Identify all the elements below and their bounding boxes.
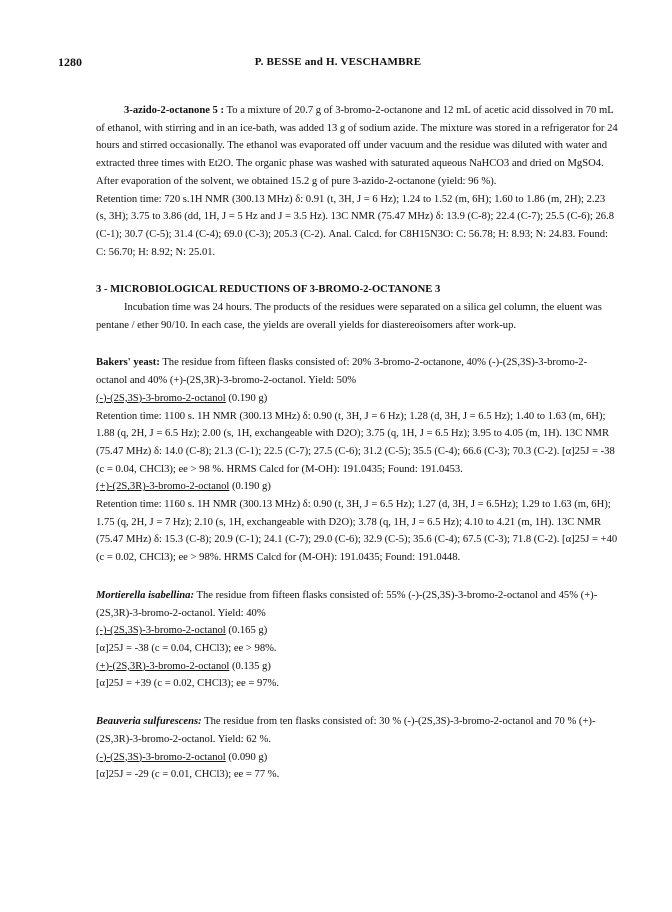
- mortierella-text: The residue from fifteen flasks consisted of: 55% (-)-(2S,3S)-3-bromo-2-octanol and 45% (+)-(2S,3R)-3-bromo-2-octanol. Yield: 40%: [96, 589, 598, 619]
- page-header: [58, 55, 618, 75]
- bakers-title: Bakers' yeast:: [96, 357, 160, 369]
- section-heading: 3 - MICROBIOLOGICAL REDUCTIONS OF 3-BROMO-2-OCTANONE 3: [96, 284, 441, 296]
- compound-amount: (0.190 g): [225, 392, 268, 404]
- page-body: [96, 102, 618, 784]
- compound-name: (+)-(2S,3R)-3-bromo-2-octanol: [96, 481, 230, 493]
- mortierella-compound-2: [96, 658, 618, 676]
- running-authors: P. BESSE and H. VESCHAMBRE: [254, 56, 422, 68]
- mortierella-compound-1-data: [α]25J = -38 (c = 0.04, CHCl3); ee > 98%.: [96, 642, 277, 654]
- compound-amount: (0.190 g): [229, 481, 271, 493]
- compound-name: (-)-(2S,3S)-3-bromo-2-octanol: [96, 625, 226, 637]
- compound-name: (-)-(2S,3S)-3-bromo-2-octanol: [96, 392, 226, 404]
- beauveria-compound-1: [96, 749, 618, 767]
- beauveria-title: Beauveria sulfurescens:: [96, 716, 202, 728]
- bakers-compound-1: [96, 390, 618, 408]
- bakers-text: The residue from fifteen flasks consisted of: 20% 3-bromo-2-octanone, 40% (-)-(2S,3S)-3-bromo-2-octanol and 40% (+)-(2S,3R)-3-bromo-2-octanol. Yield: 50%: [96, 357, 588, 387]
- mortierella-compound-1: [96, 622, 618, 640]
- beauveria-paragraph: [96, 713, 618, 748]
- beauveria-compound-1-data: [α]25J = -29 (c = 0.01, CHCl3); ee = 77 %.: [96, 769, 280, 781]
- compound-amount: (0.165 g): [225, 625, 268, 637]
- mortierella-title: Mortierella isabellina:: [96, 589, 194, 601]
- azido-data: Retention time: 720 s.1H NMR (300.13 MHz) δ: 0.91 (t, 3H, J = 6 Hz); 1.24 to 1.52 (m, 6H); 1.60 to 1.86 (m, 2H); 2.23 (s, 3H); 3.75 to 3.86 (dd, 1H, J = 5 Hz and J = 3.5 Hz). 13C NMR (75.47 MHz) δ: 13.9 (C-8); 22.4 (C-7); 25.5 (C-6); 26.8 (C-1); 30.7 (C-5); 31.4 (C-4); 69.0 (C-3); 205.3 (C-2). Anal. Calcd. for C8H15N3O: C: 56.78; H: 8.93; N: 24.83. Found: C: 56.70; H: 8.92; N: 25.01.: [96, 193, 615, 258]
- beauveria-text: The residue from ten flasks consisted of: 30 % (-)-(2S,3S)-3-bromo-2-octanol and 70 % (+)-(2S,3R)-3-bromo-2-octanol. Yield: 62 %.: [96, 716, 596, 745]
- bakers-compound-2: [96, 478, 618, 496]
- compound-amount: (0.090 g): [225, 751, 268, 763]
- page-number: 1280: [58, 55, 82, 69]
- compound-amount: (0.135 g): [229, 660, 271, 672]
- mortierella-paragraph: [96, 587, 618, 622]
- mortierella-compound-2-data: [α]25J = +39 (c = 0.02, CHCl3); ee = 97%.: [96, 678, 280, 690]
- bakers-paragraph: [96, 354, 618, 389]
- azido-text: To a mixture of 20.7 g of 3-bromo-2-octanone and 12 mL of acetic acid dissolved in 70 mL of ethanol, with stirring and in an ice-bath, was added 13 g of sodium azide. The mixture was stored in a refrigerator for 24 hours and stirred occasionally. The ethanol was evaporated off under vacuum and the residue was diluted with water and extracted three times with Et2O. The organic phase was washed with saturated aqueous NaHCO3 and dried on MgSO4. After evaporation of the solvent, we obtained 15.2 g of pure 3-azido-2-octanone (yield: 96 %).: [96, 105, 618, 187]
- section-intro: Incubation time was 24 hours. The products of the residues were separated on a silica gel column, the eluent was pentane / ether 90/10. In each case, the yields are overall yields for diastereoisomers after work-up.: [96, 302, 602, 331]
- bakers-compound-2-data: Retention time: 1160 s. 1H NMR (300.13 MHz) δ: 0.90 (t, 3H, J = 6.5 Hz); 1.27 (d, 3H, J = 6.5Hz); 1.29 to 1.63 (m, 6H); 1.75 (q, 2H, J = 7 Hz); 2.10 (s, 1H, exchangeable with D2O); 3.78 (q, 1H, J = 6.5 Hz); 4.10 to 4.21 (m, 1H). 13C NMR (75.47 MHz) δ: 15.3 (C-8); 20.9 (C-1); 24.1 (C-7); 29.0 (C-6); 32.9 (C-5); 35.6 (C-4); 67.5 (C-3); 71.8 (C-2). [α]25J = +40 (c = 0.02, CHCl3); ee > 98%. HRMS Calcd for (M-OH): 191.0435; Found: 191.0448.: [96, 499, 618, 564]
- azido-title: 3-azido-2-octanone 5 :: [124, 105, 225, 116]
- azido-procedure: [96, 102, 618, 191]
- compound-name: (+)-(2S,3R)-3-bromo-2-octanol: [96, 660, 230, 672]
- bakers-compound-1-data: Retention time: 1100 s. 1H NMR (300.13 MHz) δ: 0.90 (t, 3H, J = 6 Hz); 1.28 (d, 3H, J = 6.5 Hz); 1.40 to 1.63 (m, 6H); 1.88 (q, 2H, J = 6.5 Hz); 2.00 (s, 1H, exchangeable with D2O); 3.75 (q, 1H, J = 6.5 Hz); 3.95 to 4.05 (m, 1H). 13C NMR (75.47 MHz) δ: 14.0 (C-8); 21.3 (C-1); 22.5 (C-7); 27.5 (C-6); 31.2 (C-5); 35.5 (C-4); 66.6 (C-3); 70.3 (C-2). [α]25J = -38 (c = 0.04, CHCl3); ee > 98 %. HRMS Calcd for (M-OH): 191.0435; Found: 191.0453.: [96, 410, 615, 475]
- compound-name: (-)-(2S,3S)-3-bromo-2-octanol: [96, 751, 226, 763]
